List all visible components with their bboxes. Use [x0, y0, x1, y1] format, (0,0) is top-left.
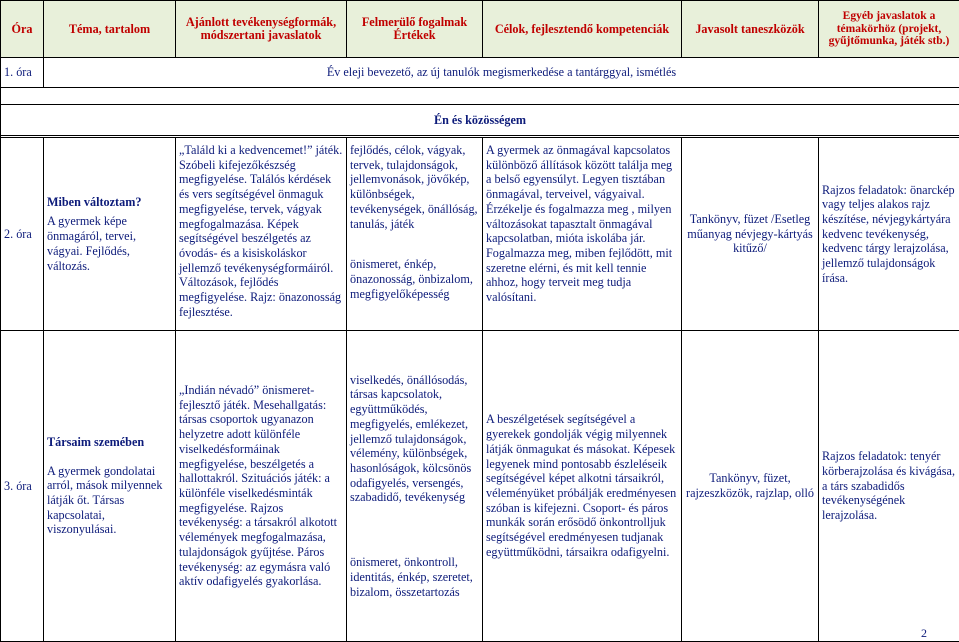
lesson3-fogalmak [347, 331, 483, 642]
lesson2-fogalmak-list: fejlődés, célok, vágyak, tervek, tulajdonságok, jellemvonások, jövőkép, különbségek, tevékenységek, önállóság, tanulás, játék [350, 143, 478, 231]
header-tema: Téma, tartalom [44, 1, 176, 58]
lesson3-ora: 3. óra [1, 331, 44, 642]
lesson3-tema-title: Társaim szemében [47, 435, 172, 450]
header-ora: Óra [1, 1, 44, 58]
lesson2-eszkozok: Tankönyv, füzet /Esetleg műanyag névjegy-kártyás kitűző/ [682, 138, 819, 331]
lesson3-tema [44, 331, 176, 642]
topic-title: Én és közösségem [1, 105, 959, 136]
lesson2-ora: 2. óra [1, 138, 44, 331]
lesson3-egyeb: Rajzos feladatok: tenyér körberajzolása és kivágása, a társ szabadidős tevékenységének lerajzolása. [819, 331, 959, 642]
lesson3-celok: A beszélgetések segítségével a gyerekek gondolják végig milyennek látják önmagukat és másokat. Képesek legyenek mind pontosabb észleléseik segítségével képet alkotni társaikról, véleményüket próbálják eredményesen szóban is kifejezni. Csoport- és páros munkák során erősödő önkontrolljuk segítségével eredményesen tudjanak együttműködni, társaikra odafigyelni. [483, 331, 682, 642]
lesson2-celok: A gyermek az önmagával kapcsolatos különböző állítások között találja meg a belső egyensúlyt. Legyen tisztában önmagával, terveivel, vágyaival. Érzékelje és fogalmazza meg , milyen változásokat tapasztalt önmagával kapcsolatban, mióta iskolába jár. Fogalmazza meg, miben fejlődött, mit szeretne elérni, és mit kell tennie ahhoz, hogy terveit meg tudja valósítani. [483, 138, 682, 331]
lesson3-fogalmak-list: viselkedés, önállósodás, társas kapcsolatok, együttműködés, megfigyelés, emlékezet, jellemző tulajdonságok, vélemény, különbségek, hasonlóságok, kölcsönös odafigyelés, versengés, szabadidő, tevékenység [350, 373, 471, 505]
lesson2-egyeb: Rajzos feladatok: önarckép vagy teljes alakos rajz készítése, névjegykártyára kedvenc tevékenység, kedvenc tárgy lerajzolása, jellemző tulajdonságok írása. [819, 138, 959, 331]
lesson1-ora: 1. óra [1, 58, 44, 88]
lesson2-fogalmak [347, 138, 483, 331]
lesson2-tema-title: Miben változtam? [47, 195, 172, 210]
header-tevekenyseg: Ajánlott tevékenységformák, módszertani javaslatok [176, 1, 347, 58]
topic-row [1, 105, 959, 136]
lesson2-tema-text: A gyermek képe önmagáról, tervei, vágyai. Fejlődés, változás. [47, 214, 136, 272]
header-celok: Célok, fejlesztendő kompetenciák [483, 1, 682, 58]
lesson2-ertekek-list: önismeret, énkép, önazonosság, önbizalom, megfigyelőképesség [350, 257, 479, 301]
lesson2-row [1, 138, 959, 331]
header-eszkozok: Javasolt taneszközök [682, 1, 819, 58]
spacer-cell [1, 88, 959, 105]
lesson3-tevekenyseg: „Indián névadó” önismeret-fejlesztő játék. Mesehallgatás: társas csoportok ugyanazon helyzetre adott különféle viselkedésformáinak megfigyelése, beszélgetés a hallottakról. Szituációs játék: a különféle viselkedésminták megfigyelése. Rajzos tevékenység: a társakról alkotott vélemények megfogalmazása, tulajdonságok gyűjtése. Páros tevékenység: az egymásra való aktív odafigyelés gyakorlása. [176, 331, 347, 642]
spacer-row [1, 88, 959, 105]
lesson2-tevekenyseg: „Találd ki a kedvencemet!” játék. Szóbeli kifejezőkészség megfigyelése. Találós kérdések és vers segítségével önmaguk megfigyelése, tervek, vágyak megfogalmazása. Képek segítségével beszélgetés az óvodás- és a kisiskoláskor jellemző tevékenységformáiról. Változások, fejlődés megfigyelése. Rajz: önazonosság fejlesztése. [176, 138, 347, 331]
header-row [1, 1, 959, 58]
lesson1-title: Év eleji bevezető, az új tanulók megismerkedése a tantárggyal, ismétlés [44, 58, 959, 88]
lesson3-tema-text: A gyermek gondolatai arról, mások milyennek látják őt. Társas kapcsolatai, viszonyulásai. [47, 464, 162, 537]
lesson3-row [1, 331, 959, 642]
lesson1-row [1, 58, 959, 88]
lesson2-tema [44, 138, 176, 331]
page-number: 2 [921, 626, 927, 641]
lesson3-ertekek-list: önismeret, önkontroll, identitás, énkép, szeretet, bizalom, összetartozás [350, 555, 479, 599]
header-fogalmak: Felmerülő fogalmak Értékek [347, 1, 483, 58]
lesson3-eszkozok: Tankönyv, füzet, rajzeszközök, rajzlap, olló [682, 331, 819, 642]
header-egyeb: Egyéb javaslatok a témakörhöz (projekt, gyűjtőmunka, játék stb.) [819, 1, 959, 58]
